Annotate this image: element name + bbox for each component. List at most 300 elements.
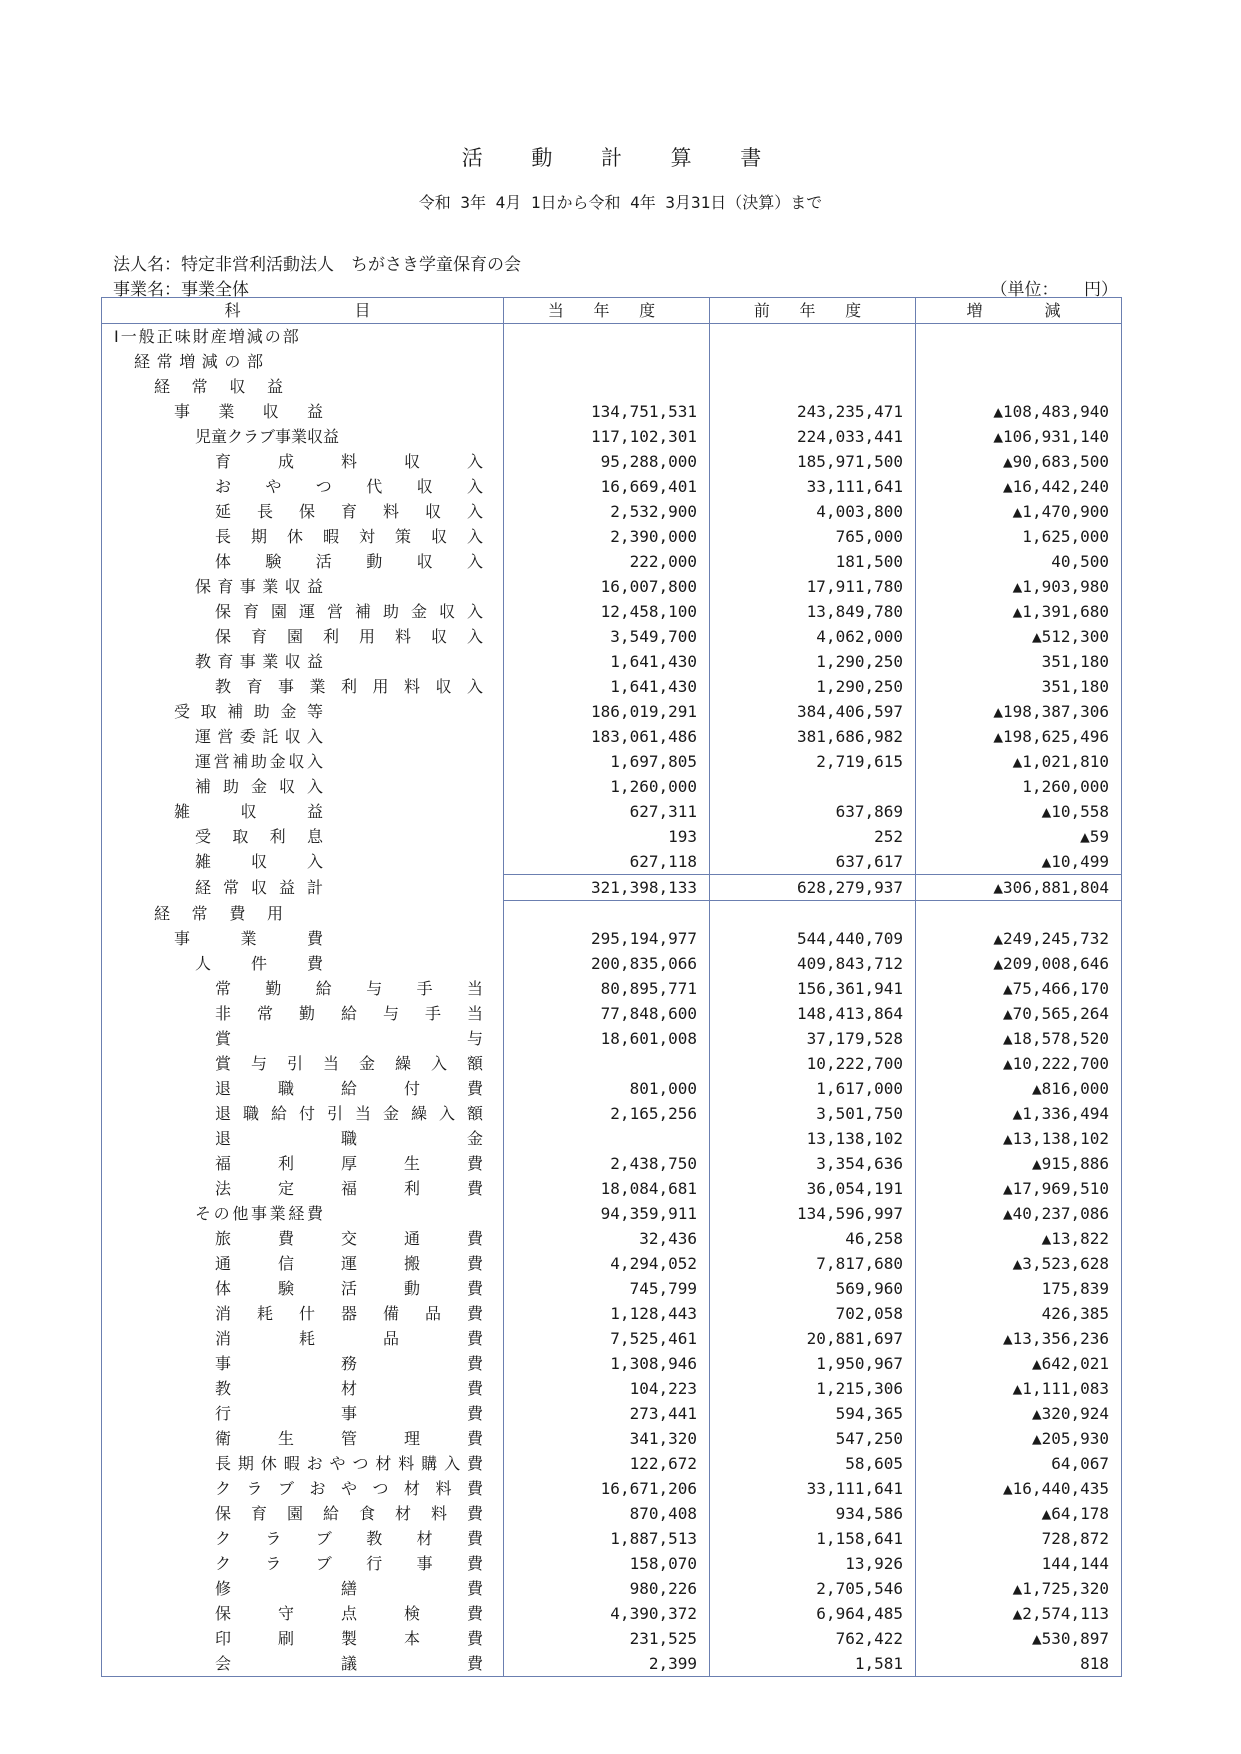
previous-year-value: 13,138,102 [710, 1126, 916, 1151]
row-label-cell [102, 1526, 504, 1551]
row-label-cell [102, 399, 504, 424]
previous-year-value: 409,843,712 [710, 951, 916, 976]
row-label: 事務費 [215, 1354, 483, 1373]
current-year-value: 745,799 [504, 1276, 710, 1301]
current-year-value: 980,226 [504, 1576, 710, 1601]
row-label: その他事業経費 [195, 1204, 323, 1223]
row-label: 賞与引当金繰入額 [215, 1054, 483, 1073]
table-row [102, 799, 1122, 824]
previous-year-value: 58,605 [710, 1451, 916, 1476]
previous-year-value: 7,817,680 [710, 1251, 916, 1276]
current-year-value: 77,848,600 [504, 1001, 710, 1026]
change-value: 818 [916, 1651, 1122, 1677]
previous-year-value: 37,179,528 [710, 1026, 916, 1051]
row-label: 受取利息 [195, 827, 323, 846]
table-row [102, 649, 1122, 674]
table-row [102, 1001, 1122, 1026]
row-label-cell [102, 749, 504, 774]
header-previous-year: 前 年 度 [710, 298, 916, 324]
row-label-cell [102, 1001, 504, 1026]
row-label-cell [102, 1576, 504, 1601]
current-year-value: 2,532,900 [504, 499, 710, 524]
row-label: 長期休暇対策収入 [215, 527, 483, 546]
change-value: 1,625,000 [916, 524, 1122, 549]
row-label: 補助金収入 [195, 777, 323, 796]
previous-year-value: 384,406,597 [710, 699, 916, 724]
previous-year-value: 6,964,485 [710, 1601, 916, 1626]
table-row [102, 824, 1122, 849]
current-year-value: 200,835,066 [504, 951, 710, 976]
row-label-cell [102, 1376, 504, 1401]
row-label-cell [102, 1101, 504, 1126]
row-label: 教材費 [215, 1379, 483, 1398]
change-value: 1,260,000 [916, 774, 1122, 799]
row-label: 長期休暇おやつ材料購入費 [215, 1454, 483, 1473]
change-value: 426,385 [916, 1301, 1122, 1326]
row-label: 福利厚生費 [215, 1154, 483, 1173]
row-label-cell [102, 349, 504, 374]
row-label-cell [102, 599, 504, 624]
table-row [102, 1626, 1122, 1651]
row-label: 運営委託収入 [195, 727, 323, 746]
change-value: ▲1,903,980 [916, 574, 1122, 599]
row-label-cell [102, 824, 504, 849]
table-row [102, 399, 1122, 424]
current-year-value: 801,000 [504, 1076, 710, 1101]
previous-year-value: 13,926 [710, 1551, 916, 1576]
change-value: ▲198,387,306 [916, 699, 1122, 724]
header-item: 科 目 [102, 298, 504, 324]
current-year-value: 7,525,461 [504, 1326, 710, 1351]
table-row [102, 1376, 1122, 1401]
previous-year-value: 702,058 [710, 1301, 916, 1326]
row-label: 人件費 [195, 954, 323, 973]
change-value [916, 349, 1122, 374]
row-label-cell [102, 1626, 504, 1651]
change-value: ▲10,558 [916, 799, 1122, 824]
previous-year-value: 594,365 [710, 1401, 916, 1426]
row-label: 運営補助金収入 [195, 752, 323, 771]
table-row [102, 1151, 1122, 1176]
table-row [102, 1026, 1122, 1051]
change-value: ▲10,499 [916, 849, 1122, 875]
change-value: ▲13,822 [916, 1226, 1122, 1251]
table-row [102, 1426, 1122, 1451]
previous-year-value: 637,617 [710, 849, 916, 875]
current-year-value: 1,697,805 [504, 749, 710, 774]
current-year-value: 16,671,206 [504, 1476, 710, 1501]
current-year-value: 321,398,133 [504, 875, 710, 901]
header-current-year: 当 年 度 [504, 298, 710, 324]
row-label-cell [102, 674, 504, 699]
previous-year-value: 10,222,700 [710, 1051, 916, 1076]
previous-year-value: 1,290,250 [710, 674, 916, 699]
change-value: ▲16,442,240 [916, 474, 1122, 499]
change-value: 175,839 [916, 1276, 1122, 1301]
row-label-cell [102, 449, 504, 474]
previous-year-value: 252 [710, 824, 916, 849]
row-label: 雑収益 [174, 802, 323, 821]
change-value: ▲1,111,083 [916, 1376, 1122, 1401]
change-value: ▲13,138,102 [916, 1126, 1122, 1151]
current-year-value: 12,458,100 [504, 599, 710, 624]
table-row [102, 1651, 1122, 1677]
row-label: 経常収益計 [195, 878, 323, 897]
row-label: 事業費 [174, 929, 323, 948]
row-label: 旅費交通費 [215, 1229, 483, 1248]
previous-year-value: 46,258 [710, 1226, 916, 1251]
current-year-value: 2,390,000 [504, 524, 710, 549]
row-label-cell [102, 624, 504, 649]
table-row [102, 976, 1122, 1001]
row-label: おやつ代収入 [215, 477, 483, 496]
row-label-cell [102, 1601, 504, 1626]
previous-year-value: 1,617,000 [710, 1076, 916, 1101]
table-row [102, 699, 1122, 724]
previous-year-value: 20,881,697 [710, 1326, 916, 1351]
row-label-cell [102, 324, 504, 350]
row-label-cell [102, 1651, 504, 1677]
previous-year-value: 224,033,441 [710, 424, 916, 449]
current-year-value: 18,084,681 [504, 1176, 710, 1201]
previous-year-value: 13,849,780 [710, 599, 916, 624]
current-year-value: 627,311 [504, 799, 710, 824]
row-label: 体験活動収入 [215, 552, 483, 571]
table-row [102, 1326, 1122, 1351]
previous-year-value: 134,596,997 [710, 1201, 916, 1226]
previous-year-value: 4,003,800 [710, 499, 916, 524]
current-year-value: 193 [504, 824, 710, 849]
previous-year-value: 547,250 [710, 1426, 916, 1451]
table-row [102, 499, 1122, 524]
current-year-value: 117,102,301 [504, 424, 710, 449]
change-value: ▲642,021 [916, 1351, 1122, 1376]
row-label-cell [102, 1451, 504, 1476]
row-label: 教育事業利用料収入 [215, 677, 483, 696]
change-value: ▲75,466,170 [916, 976, 1122, 1001]
previous-year-value: 4,062,000 [710, 624, 916, 649]
table-row [102, 1201, 1122, 1226]
table-row [102, 374, 1122, 399]
current-year-value: 3,549,700 [504, 624, 710, 649]
row-label-cell [102, 424, 504, 449]
row-label: 消耗品費 [215, 1329, 483, 1348]
row-label: 教育事業収益 [195, 652, 323, 671]
previous-year-value: 36,054,191 [710, 1176, 916, 1201]
previous-year-value: 17,911,780 [710, 574, 916, 599]
row-label: 印刷製本費 [215, 1629, 483, 1648]
current-year-value: 1,260,000 [504, 774, 710, 799]
previous-year-value: 1,950,967 [710, 1351, 916, 1376]
change-value: ▲16,440,435 [916, 1476, 1122, 1501]
current-year-value: 273,441 [504, 1401, 710, 1426]
row-label-cell [102, 724, 504, 749]
row-label-cell [102, 1226, 504, 1251]
change-value: ▲70,565,264 [916, 1001, 1122, 1026]
row-label-cell [102, 1026, 504, 1051]
row-label-cell [102, 976, 504, 1001]
change-value: ▲17,969,510 [916, 1176, 1122, 1201]
previous-year-value: 185,971,500 [710, 449, 916, 474]
row-label: 経常増減の部 [134, 352, 263, 371]
previous-year-value: 3,501,750 [710, 1101, 916, 1126]
change-value: ▲10,222,700 [916, 1051, 1122, 1076]
previous-year-value: 243,235,471 [710, 399, 916, 424]
change-value [916, 324, 1122, 350]
table-row [102, 1501, 1122, 1526]
row-label-cell [102, 549, 504, 574]
table-row [102, 1451, 1122, 1476]
previous-year-value: 544,440,709 [710, 926, 916, 951]
change-value: ▲915,886 [916, 1151, 1122, 1176]
row-label: 退職給付費 [215, 1079, 483, 1098]
previous-year-value: 181,500 [710, 549, 916, 574]
current-year-value: 104,223 [504, 1376, 710, 1401]
current-year-value: 16,007,800 [504, 574, 710, 599]
row-label: 修繕費 [215, 1579, 483, 1598]
change-value: ▲320,924 [916, 1401, 1122, 1426]
row-label: 会議費 [215, 1654, 483, 1673]
current-year-value: 1,641,430 [504, 649, 710, 674]
previous-year-value: 934,586 [710, 1501, 916, 1526]
table-row [102, 424, 1122, 449]
row-label: 行事費 [215, 1404, 483, 1423]
current-year-value: 32,436 [504, 1226, 710, 1251]
row-label-cell [102, 1476, 504, 1501]
current-year-value: 231,525 [504, 1626, 710, 1651]
row-label-cell [102, 849, 504, 875]
table-row [102, 324, 1122, 350]
table-row [102, 901, 1122, 927]
change-value [916, 901, 1122, 927]
change-value: 351,180 [916, 674, 1122, 699]
row-label-cell [102, 1301, 504, 1326]
previous-year-value [710, 349, 916, 374]
row-label-cell [102, 499, 504, 524]
row-label: 事業収益 [174, 402, 323, 421]
current-year-value: 341,320 [504, 1426, 710, 1451]
fiscal-period: 令和 3年 4月 1日から令和 4年 3月31日（決算）まで [418, 193, 823, 212]
row-label-cell [102, 1426, 504, 1451]
change-value: ▲18,578,520 [916, 1026, 1122, 1051]
row-label: 常勤給与手当 [215, 979, 483, 998]
previous-year-value: 156,361,941 [710, 976, 916, 1001]
change-value: ▲90,683,500 [916, 449, 1122, 474]
current-year-value: 2,399 [504, 1651, 710, 1677]
table-row [102, 875, 1122, 901]
row-label: 経常収益 [154, 377, 283, 396]
row-label-cell [102, 799, 504, 824]
current-year-value: 2,438,750 [504, 1151, 710, 1176]
row-label-cell [102, 1551, 504, 1576]
change-value: ▲1,021,810 [916, 749, 1122, 774]
previous-year-value: 33,111,641 [710, 1476, 916, 1501]
table-row [102, 724, 1122, 749]
row-label-cell [102, 1076, 504, 1101]
change-value: 40,500 [916, 549, 1122, 574]
row-label-cell [102, 574, 504, 599]
table-row [102, 674, 1122, 699]
table-header-row [102, 298, 1122, 324]
previous-year-value: 762,422 [710, 1626, 916, 1651]
table-row [102, 1276, 1122, 1301]
previous-year-value: 3,354,636 [710, 1151, 916, 1176]
table-row [102, 599, 1122, 624]
row-label: クラブおやつ材料費 [215, 1479, 483, 1498]
previous-year-value: 569,960 [710, 1276, 916, 1301]
change-value: ▲59 [916, 824, 1122, 849]
change-value: 728,872 [916, 1526, 1122, 1551]
table-row [102, 1526, 1122, 1551]
header-change: 増 減 [916, 298, 1122, 324]
current-year-value: 870,408 [504, 1501, 710, 1526]
current-year-value: 122,672 [504, 1451, 710, 1476]
previous-year-value: 1,215,306 [710, 1376, 916, 1401]
previous-year-value: 33,111,641 [710, 474, 916, 499]
previous-year-value: 628,279,937 [710, 875, 916, 901]
row-label: 退職金 [215, 1129, 483, 1148]
current-year-value: 4,294,052 [504, 1251, 710, 1276]
table-row [102, 1051, 1122, 1076]
row-label-cell [102, 374, 504, 399]
row-label: 非常勤給与手当 [215, 1004, 483, 1023]
change-value: ▲816,000 [916, 1076, 1122, 1101]
table-row [102, 474, 1122, 499]
row-label: 経常費用 [154, 903, 283, 923]
current-year-value [504, 349, 710, 374]
table-row [102, 1476, 1122, 1501]
change-value: ▲13,356,236 [916, 1326, 1122, 1351]
change-value: ▲1,725,320 [916, 1576, 1122, 1601]
row-label-cell [102, 1151, 504, 1176]
activity-statement-table [101, 297, 1122, 1677]
table-row [102, 1551, 1122, 1576]
row-label-cell [102, 1251, 504, 1276]
change-value: ▲306,881,804 [916, 875, 1122, 901]
current-year-value: 186,019,291 [504, 699, 710, 724]
row-label-cell [102, 1501, 504, 1526]
table-row [102, 1126, 1122, 1151]
row-label-cell [102, 1126, 504, 1151]
row-label-cell [102, 474, 504, 499]
row-label: 賞与 [215, 1029, 483, 1048]
current-year-value: 627,118 [504, 849, 710, 875]
row-label: 育成料収入 [215, 452, 483, 471]
table-row [102, 1401, 1122, 1426]
row-label: Ⅰ一般正味財産増減の部 [114, 327, 301, 346]
current-year-value: 1,887,513 [504, 1526, 710, 1551]
change-value [916, 374, 1122, 399]
row-label-cell [102, 1176, 504, 1201]
change-value: 64,067 [916, 1451, 1122, 1476]
current-year-value [504, 1051, 710, 1076]
row-label-cell [102, 699, 504, 724]
change-value: ▲1,470,900 [916, 499, 1122, 524]
row-label-cell [102, 926, 504, 951]
table-row [102, 1301, 1122, 1326]
table-row [102, 1251, 1122, 1276]
previous-year-value: 637,869 [710, 799, 916, 824]
change-value: ▲40,237,086 [916, 1201, 1122, 1226]
row-label-cell [102, 1051, 504, 1076]
table-row [102, 926, 1122, 951]
change-value: ▲530,897 [916, 1626, 1122, 1651]
current-year-value [504, 324, 710, 350]
current-year-value [504, 374, 710, 399]
current-year-value: 222,000 [504, 549, 710, 574]
table-row [102, 1576, 1122, 1601]
row-label: 消耗什器備品費 [215, 1304, 483, 1323]
row-label-cell [102, 1276, 504, 1301]
row-label: 法定福利費 [215, 1179, 483, 1198]
table-row [102, 1176, 1122, 1201]
change-value: ▲2,574,113 [916, 1601, 1122, 1626]
table-row [102, 349, 1122, 374]
table-row [102, 774, 1122, 799]
previous-year-value [710, 901, 916, 927]
current-year-value: 18,601,008 [504, 1026, 710, 1051]
current-year-value: 183,061,486 [504, 724, 710, 749]
table-row [102, 749, 1122, 774]
previous-year-value: 2,705,546 [710, 1576, 916, 1601]
row-label-cell [102, 951, 504, 976]
row-label-cell [102, 875, 504, 901]
table-row [102, 1076, 1122, 1101]
table-row [102, 524, 1122, 549]
change-value: 144,144 [916, 1551, 1122, 1576]
current-year-value: 80,895,771 [504, 976, 710, 1001]
document-title: 活 動 計 算 書 [461, 146, 780, 170]
table-row [102, 1601, 1122, 1626]
table-row [102, 1101, 1122, 1126]
change-value: ▲64,178 [916, 1501, 1122, 1526]
row-label: 保育事業収益 [195, 577, 323, 596]
current-year-value [504, 901, 710, 927]
table-row [102, 951, 1122, 976]
row-label: 退職給付引当金繰入額 [215, 1104, 483, 1123]
current-year-value: 158,070 [504, 1551, 710, 1576]
current-year-value: 134,751,531 [504, 399, 710, 424]
row-label-cell [102, 1401, 504, 1426]
current-year-value: 1,308,946 [504, 1351, 710, 1376]
row-label: クラブ行事費 [215, 1554, 483, 1573]
row-label-cell [102, 1351, 504, 1376]
previous-year-value: 1,581 [710, 1651, 916, 1677]
row-label-cell [102, 774, 504, 799]
row-label: 延長保育料収入 [215, 502, 483, 521]
row-label: 通信運搬費 [215, 1254, 483, 1273]
change-value: ▲108,483,940 [916, 399, 1122, 424]
row-label: 保育園利用料収入 [215, 627, 483, 646]
table-row [102, 574, 1122, 599]
change-value: ▲3,523,628 [916, 1251, 1122, 1276]
change-value: ▲209,008,646 [916, 951, 1122, 976]
row-label: クラブ教材費 [215, 1529, 483, 1548]
previous-year-value: 381,686,982 [710, 724, 916, 749]
business-name: 事業名：事業全体 [113, 280, 249, 300]
change-value: ▲1,336,494 [916, 1101, 1122, 1126]
row-label: 保守点検費 [215, 1604, 483, 1623]
table-row [102, 849, 1122, 875]
table-row [102, 624, 1122, 649]
table-row [102, 449, 1122, 474]
previous-year-value: 1,290,250 [710, 649, 916, 674]
unit-label: （単位： 円） [990, 280, 1118, 300]
row-label: 受取補助金等 [174, 702, 323, 721]
table-row [102, 1226, 1122, 1251]
change-value: ▲205,930 [916, 1426, 1122, 1451]
change-value: ▲106,931,140 [916, 424, 1122, 449]
